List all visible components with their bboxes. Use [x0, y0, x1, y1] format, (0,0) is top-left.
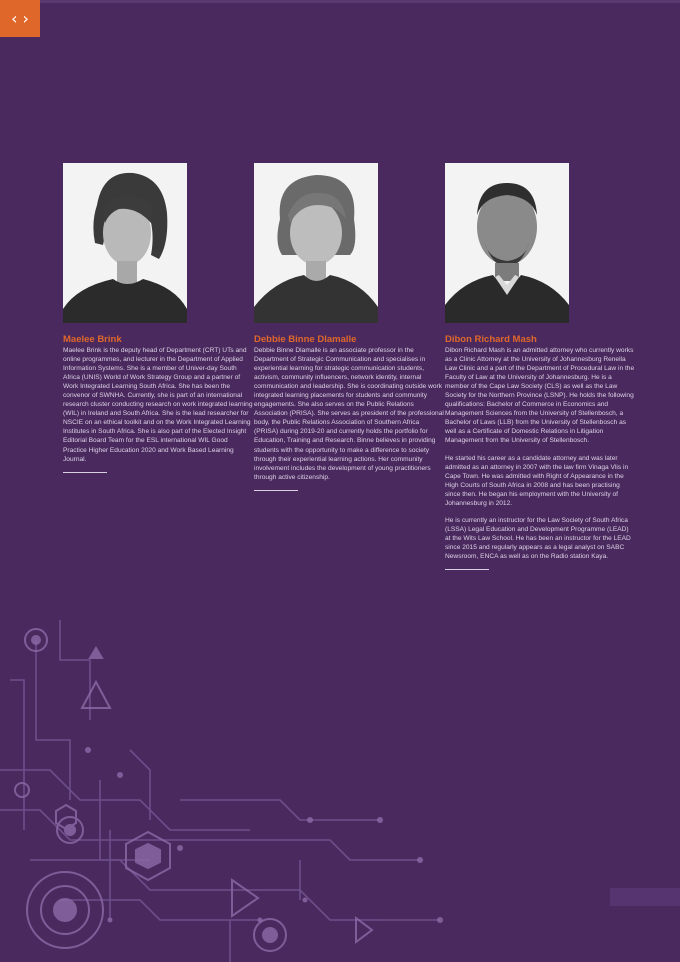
profile-name: Dibon Richard Mash — [445, 334, 537, 345]
profile-card — [63, 163, 253, 473]
bio-paragraph: He is currently an instructor for the Law Society of South Africa (LSSA) Legal Education and Development Programme (LEAD) at the Wits Law School. He has been an instructor for the LEAD since 2015 and regularly appears as a legal analyst on SABC Newsroom, ENCA as well as on the Radio station Kaya. — [445, 516, 631, 560]
bio-paragraph: He started his career as a candidate attorney and was later admitted as an attorney in 2007 with the law firm Vinaga Vlis in Cape Town. He was admitted with Right of Appearance in the High Courts of South Africa in 2008 and has been practising since then. He began his employment with the University of Johannesburg in 2012. — [445, 454, 629, 507]
divider — [254, 490, 298, 491]
bio-paragraph: Maelee Brink is the deputy head of Department (CRT) UTs and online programmes, and lecturer in the Department of Applied Information Systems. She is a member of Univer-day South Africa (UNIS) World of Work Strategy Group and a partner of Work Integrated Learning South Africa. She has been the convenor of SWNHA. Currently, she is part of an international research cluster conducting research on work integrated learning (WIL) in Ireland and South Africa. She is the lead researcher for NSCIE on an ethical toolkit and on the Work Integrated Learning Institutes in South Africa. She is also part of the Elected Insight Editorial Board Team for the ESL international WIL Good Practice Higher Education 2020 and Work Based Learning Journal. — [63, 347, 253, 463]
bio-paragraph: Dibon Richard Mash is an admitted attorney who currently works as a Clinic Attorney at the University of Johannesburg Renella Law Clinic and a part of the Department of Procedural Law in the Faculty of Law at the University of Johannesburg. He is a member of the Cape Law Society (CLS) as well as the Law Society for the Northern Province (LSNP). He holds the following qualifications: Bachelor of Commerce in Economics and Management Sciences from the University of Stellenbosch, a Bachelor of Laws (LLB) from the University of Stellenbosch as well as a Certificate of Domestic Relations in Litigation Management from the University of Stellenbosch. — [445, 347, 635, 445]
portrait-photo — [445, 163, 569, 323]
side-tab — [610, 888, 680, 906]
profile-bio — [63, 346, 253, 464]
profile-bio — [445, 346, 635, 561]
circuit-decoration — [0, 600, 460, 962]
profile-card — [254, 163, 444, 491]
profile-name: Maelee Brink — [63, 334, 122, 345]
portrait-photo — [254, 163, 378, 323]
bio-paragraph: Debbie Binne Dlamalle is an associate professor in the Department of Strategic Communication and specialises in experiential learning for strategic communication students, activism, community influencers, network identity, internal communication and leadership. She is coordinating outside work integrated learning placements for students and community engagements. She also serves on the Public Relations Association (PRISA). She serves as president of the professional body, the Public Relations Association of Southern Africa (PRISA) during 2019-20 and currently holds the portfolio for Education, Training and Research. Binne believes in providing students with the opportunity to make a difference to society through their experiential learning actions. Her community involvement includes the development of young practitioners through active citizenship. — [254, 347, 444, 481]
profile-name: Debbie Binne Dlamalle — [254, 334, 357, 345]
profile-bio — [254, 346, 444, 482]
divider — [63, 472, 107, 473]
profile-card — [445, 163, 635, 570]
top-border — [40, 0, 680, 3]
portrait-photo — [63, 163, 187, 323]
divider — [445, 569, 489, 570]
chevron-right-icon[interactable]: › — [22, 9, 29, 28]
chevron-left-icon[interactable]: ‹ — [11, 9, 18, 28]
page-navigation — [0, 0, 40, 37]
